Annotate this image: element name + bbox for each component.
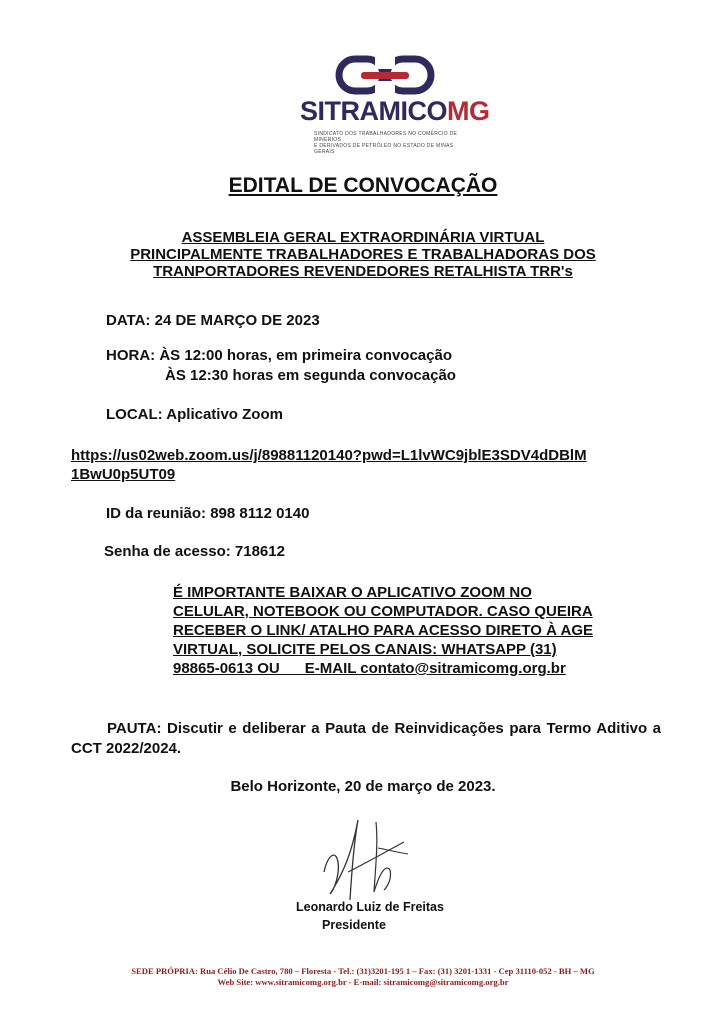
agenda-text: Discutir e deliberar a Pauta de Reinvidicações para Termo Aditivo a CCT 2022/2024. bbox=[71, 720, 662, 757]
agenda-label: PAUTA: bbox=[107, 720, 162, 737]
zoom-notice bbox=[173, 583, 628, 678]
footer-address: SEDE PRÓPRIA: Rua Célio De Castro, 780 – Floresta - Tel.: (31)3201-195 1 – Fax: (31) 3201-1331 - Cep 31110-052 - BH – MG bbox=[131, 966, 595, 976]
time-label: HORA: bbox=[106, 347, 156, 364]
logo-wordmark: SITRAMICOMG bbox=[300, 96, 490, 126]
assembly-heading bbox=[60, 229, 666, 280]
notice-line: RECEBER O LINK/ ATALHO PARA ACESSO DIRETO À AGE bbox=[173, 622, 594, 639]
footer-contact bbox=[0, 966, 726, 988]
notice-line: É IMPORTANTE BAIXAR O APLICATIVO ZOOM NO bbox=[173, 584, 532, 601]
heading-line: TRANPORTADORES REVENDEDORES RETALHISTA TRR's bbox=[153, 263, 573, 280]
heading-line: ASSEMBLEIA GERAL EXTRAORDINÁRIA VIRTUAL bbox=[181, 229, 545, 246]
handwritten-signature bbox=[318, 812, 428, 907]
passcode-line bbox=[104, 542, 285, 562]
date-label: DATA: bbox=[106, 312, 151, 329]
passcode-label: Senha de acesso: bbox=[104, 543, 231, 560]
location-line bbox=[106, 405, 283, 425]
sitramicomg-logo bbox=[300, 55, 490, 155]
place-and-date: Belo Horizonte, 20 de março de 2023. bbox=[230, 778, 496, 795]
notice-line: VIRTUAL, SOLICITE PELOS CANAIS: WHATSAPP (31) bbox=[173, 641, 557, 658]
heading-line: PRINCIPALMENTE TRABALHADORES E TRABALHADORAS DOS bbox=[130, 246, 596, 263]
time-first-call bbox=[106, 346, 452, 366]
meeting-id-label: ID da reunião: bbox=[106, 505, 207, 522]
logo-emblem-icon bbox=[335, 55, 435, 95]
first-call-text: ÀS 12:00 horas, em primeira convocação bbox=[159, 347, 452, 364]
logo-subtitle: SINDICATO DOS TRABALHADORES NO COMÉRCIO DE MINÉRIOS E DERIVADOS DE PETRÓLEO NO ESTADO DE MINAS GERAIS bbox=[314, 131, 458, 155]
zoom-meeting-link[interactable]: https://us02web.zoom.us/j/89881120140?pwd=L1lvWC9jblE3SDV4dDBlM 1BwU0p5UT09 bbox=[71, 447, 587, 483]
notice-line: 98865-0613 OU E-MAIL contato@sitramicomg.org.br bbox=[173, 660, 566, 677]
agenda-paragraph bbox=[71, 719, 661, 759]
document-title: EDITAL DE CONVOCAÇÃO bbox=[228, 174, 498, 197]
location-value: Aplicativo Zoom bbox=[166, 406, 283, 423]
location-label: LOCAL: bbox=[106, 406, 163, 423]
footer-web: Web Site: www.sitramicomg.org.br - E-mail: sitramicomg@sitramicomg.org.br bbox=[217, 977, 509, 987]
meeting-id-line bbox=[106, 504, 309, 524]
date-line bbox=[106, 311, 320, 331]
time-second-call: ÀS 12:30 horas em segunda convocação bbox=[165, 367, 456, 384]
meeting-id-value: 898 8112 0140 bbox=[210, 505, 310, 522]
passcode-value: 718612 bbox=[234, 543, 285, 560]
date-value: 24 DE MARÇO DE 2023 bbox=[154, 312, 320, 329]
signer-role: Presidente bbox=[322, 918, 386, 932]
signer-name: Leonardo Luiz de Freitas bbox=[296, 900, 444, 914]
notice-line: CELULAR, NOTEBOOK OU COMPUTADOR. CASO QUEIRA bbox=[173, 603, 593, 620]
